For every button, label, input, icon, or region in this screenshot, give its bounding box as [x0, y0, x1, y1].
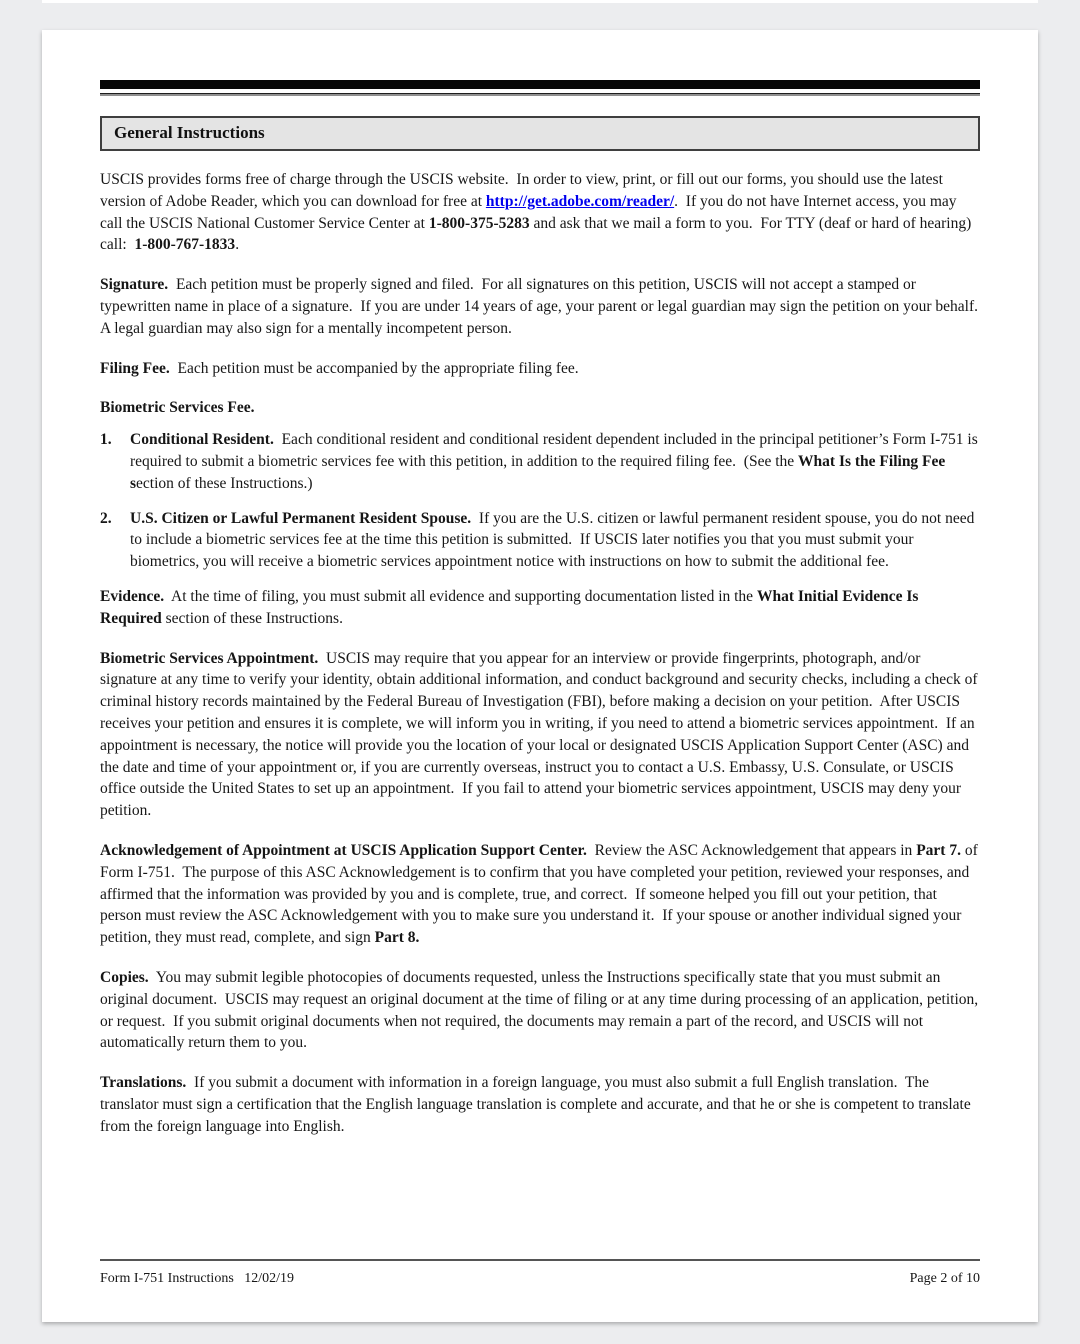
- text-run: Acknowledgement of Appointment at USCIS Application Support Center.: [100, 841, 587, 859]
- document-page: [42, 30, 1038, 1322]
- text-run: USCIS may require that you appear for an interview or provide fingerprints, photograph, and/or signature at any time to verify your identity, obtain additional information, and conduct background and security checks, including a check of criminal history records maintained by the Federal Bureau of Investigation (FBI), before making a decision on your petition. After USCIS receives your petition and ensures it is complete, we will inform you in writing, if you need to attend a biometric services appointment. If an appointment is necessary, the notice will provide you the location of your local or designated USCIS Application Support Center (ASC) and the date and time of your appointment or, if you are currently overseas, instruct you to contact a U.S. Embassy, U.S. Consulate, or USCIS office outside the United States to set up an appointment. If you fail to attend your biometric services appointment, USCIS may deny your petition.: [100, 649, 982, 820]
- text-run: and ask that we mail a form to you. For TTY (deaf or hard of hearing) call:: [100, 214, 976, 254]
- text-run: You may submit legible photocopies of documents requested, unless the Instructions specifically state that you must submit an original document. USCIS may request an original document at the time of filing or at any time during processing of an application, petition, or request. If you submit original documents when not required, the documents may remain a part of the record, and USCIS will not automatically return them to you.: [100, 968, 983, 1052]
- list-item-text: [130, 429, 980, 494]
- text-run: 1-800-375-5283: [428, 214, 530, 232]
- numbered-list-item: [100, 429, 980, 494]
- footer-row: [100, 1271, 980, 1287]
- text-run: Each petition must be accompanied by the appropriate filing fee.: [169, 359, 579, 377]
- text-run: Signature.: [100, 276, 169, 294]
- text-run: Conditional Resident.: [130, 431, 274, 449]
- footer-rule: [100, 1259, 980, 1261]
- paragraph: [100, 967, 983, 1054]
- adobe-reader-link[interactable]: http://get.adobe.com/reader/: [485, 192, 675, 210]
- list-item-number: 1.: [100, 431, 112, 449]
- text-run: Biometric Services Appointment.: [100, 649, 319, 667]
- text-run: Part 7.: [916, 841, 961, 859]
- paragraph: [100, 1072, 980, 1137]
- text-run: Review the ASC Acknowledgement that appears in: [586, 841, 917, 859]
- section-title: General Instructions: [114, 123, 265, 142]
- footer-page-number: Page 2 of 10: [909, 1271, 980, 1286]
- paragraph: [100, 648, 980, 822]
- text-run: Part 8.: [374, 929, 420, 947]
- numbered-list-item: [100, 508, 980, 573]
- text-run: What Is the Filing Fee s: [130, 452, 950, 492]
- text-run: Each conditional resident and conditional resident dependent included in the principal petitioner’s Form I-751 is required to submit a biometric services fee with this petition, in addition to the required filing fee. (See the: [130, 431, 982, 470]
- paragraph: [100, 586, 980, 630]
- text-run: At the time of filing, you must submit all evidence and supporting documentation listed in the: [164, 587, 757, 605]
- document-body: [100, 169, 985, 1137]
- list-item-text: [130, 508, 980, 573]
- text-run: .: [235, 236, 240, 254]
- header-rule-thick: [100, 80, 980, 89]
- list-item-number: 2.: [100, 509, 112, 527]
- footer-form-id: Form I-751 Instructions 12/02/19: [100, 1271, 295, 1286]
- text-run: If you are the U.S. citizen or lawful permanent resident spouse, you do not need to include a biometric services fee at the time this petition is submitted. If USCIS later notifies you that you must submit your biometrics, you will receive a biometric services appointment notice with instructions on how to submit the additional fee.: [130, 509, 979, 571]
- text-run: U.S. Citizen or Lawful Permanent Resident Spouse.: [130, 509, 472, 527]
- text-run: Biometric Services Fee.: [100, 399, 255, 417]
- paragraph: [100, 358, 980, 380]
- paragraph: [100, 840, 980, 949]
- section-header: [100, 116, 980, 151]
- text-run: . If you do not have Internet access, you may call the USCIS National Customer Service Center at: [100, 192, 961, 232]
- text-run: USCIS provides forms free of charge through the USCIS website. In order to view, print, or fill out our forms, you should use the latest version of Adobe Reader, which you can download for free at: [100, 171, 947, 210]
- previous-page-edge: [42, 0, 1038, 3]
- text-run: Copies.: [100, 968, 149, 986]
- page-footer: [100, 1259, 980, 1287]
- text-run: Filing Fee.: [100, 359, 170, 377]
- text-run: Each petition must be properly signed and filed. For all signatures on this petition, USCIS will not accept a stamped or typewritten name in place of a signature. If you are under 14 years of age, your parent or legal guardian may sign the petition on your behalf. A legal guardian may also sign for a mentally incompetent person.: [100, 276, 985, 337]
- text-run: of Form I-751. The purpose of this ASC Acknowledgement is to confirm that you have completed your petition, reviewed your responses, and affirmed that the information was provided by you and is complete, true, and correct. If someone helped you fill out your petition, that person must review the ASC Acknowledgement with you to make sure you understand it. If your spouse or another individual signed your petition, they must read, complete, and sign: [100, 841, 982, 947]
- paragraph: [100, 397, 980, 419]
- text-run: Translations.: [100, 1074, 187, 1092]
- paragraph: [100, 169, 980, 256]
- text-run: section of these Instructions.: [161, 609, 343, 627]
- text-run: ection of these Instructions.): [136, 474, 313, 492]
- text-run: 1-800-767-1833: [134, 236, 236, 254]
- text-run: Evidence.: [100, 587, 165, 605]
- text-run: What Initial Evidence Is Required: [100, 587, 923, 627]
- text-run: If you submit a document with information in a foreign language, you must also submit a full English translation. The translator must sign a certification that the English language translation is complete and accurate, and that he or she is competent to translate from the foreign language into English.: [100, 1074, 975, 1135]
- paragraph: [100, 274, 985, 339]
- header-rule-thin: [100, 93, 980, 96]
